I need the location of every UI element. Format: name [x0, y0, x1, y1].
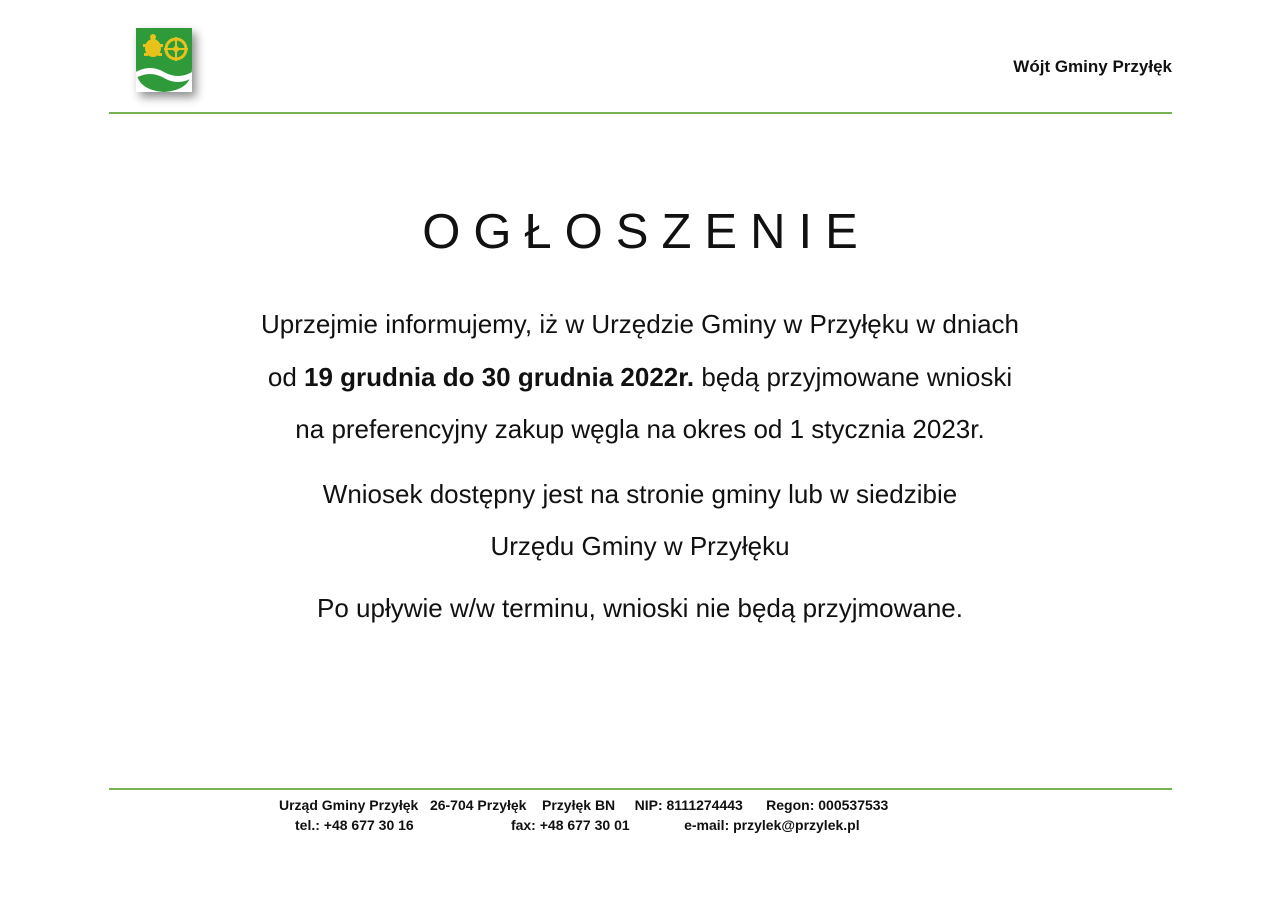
announcement-line-6: Po upływie w/w terminu, wnioski nie będą przyjmowane. [317, 593, 963, 623]
date-range: 19 grudnia do 30 grudnia 2022r. [304, 362, 695, 392]
coat-of-arms-icon [136, 28, 192, 92]
announcement-line-4: Wniosek dostępny jest na stronie gminy lub w siedzibie [322, 479, 958, 509]
announcement-line-5: Urzędu Gminy w Przyłęku [490, 531, 790, 561]
header-org-name: Wójt Gminy Przyłęk [1013, 57, 1172, 76]
footer-contact: tel.: +48 677 30 16 fax: +48 677 30 01 e-mail: przylek@przylek.pl [295, 817, 860, 833]
line-2-suffix: będą przyjmowane wnioski [694, 362, 1013, 392]
header-divider [109, 112, 1172, 114]
announcement-line-3: na preferencyjny zakup węgla na okres od 1 stycznia 2023r. [295, 414, 985, 444]
announcement-line-1: Uprzejmie informujemy, iż w Urzędzie Gminy w Przyłęku w dniach [260, 309, 1020, 339]
announcement-line-2 [0, 362, 1280, 393]
line-2-prefix: od [267, 362, 305, 392]
footer-divider [109, 788, 1172, 790]
announcement-title: OGŁOSZENIE [422, 205, 871, 259]
footer-address: Urząd Gminy Przyłęk 26-704 Przyłęk Przyłęk BN NIP: 8111274443 Regon: 000537533 [279, 797, 889, 813]
